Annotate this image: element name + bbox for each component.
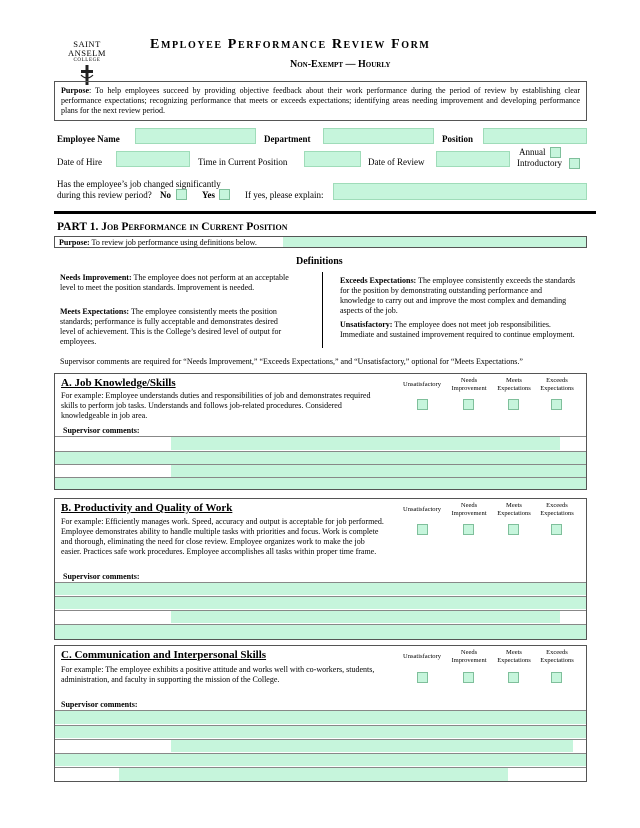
def-exceeds-label: Exceeds Expectations: — [340, 276, 417, 285]
rating-header-meets-a — [491, 377, 537, 393]
logo-line2: ANSELM — [68, 48, 106, 58]
rating-header-needs-b — [446, 502, 492, 518]
section-b-comment-line3[interactable] — [171, 611, 560, 623]
rating-header-unsat-a: Unsatisfactory — [403, 381, 441, 388]
rating-needs-line1: Needs — [460, 377, 478, 384]
purpose-box — [54, 81, 587, 121]
logo-line3: COLLEGE — [73, 58, 101, 63]
date-of-hire-label: Date of Hire — [57, 157, 102, 167]
rating-header-unsat-b: Unsatisfactory — [403, 506, 441, 513]
section-b-comment-line4[interactable] — [55, 625, 586, 639]
part1-purpose-text: To review job performance using definitions below. — [89, 238, 257, 247]
section-b-needs-checkbox[interactable] — [463, 524, 474, 535]
no-label: No — [159, 190, 171, 200]
rating-header-meets-c — [491, 649, 537, 665]
date-of-review-field[interactable] — [436, 151, 510, 167]
section-c-title: C. Communication and Interpersonal Skills — [61, 649, 267, 661]
section-a-needs-checkbox[interactable] — [463, 399, 474, 410]
section-c-comment-line3[interactable] — [171, 740, 573, 752]
section-c-comment-line4[interactable] — [55, 754, 586, 766]
section-a-title: A. Job Knowledge/Skills — [61, 377, 176, 389]
def-meets — [60, 307, 292, 347]
definitions-heading: Definitions — [296, 256, 343, 267]
rating-header-exceeds-b — [534, 502, 580, 518]
def-needs-improvement-text: The employee does not perform at an acceptable level to meet the position standards. Improvement is needed. — [60, 273, 289, 292]
section-c-comments-label: Supervisor comments: — [61, 700, 138, 709]
part1-purpose-field[interactable] — [283, 237, 586, 247]
rating-header-needs-c — [446, 649, 492, 665]
annual-checkbox[interactable] — [550, 147, 561, 158]
def-exceeds — [340, 276, 576, 316]
part1-title: PART 1. Job Performance in Current Position — [57, 221, 288, 233]
job-changed-line1: Has the employee’s job changed significantly — [57, 179, 221, 189]
section-a-exceeds-checkbox[interactable] — [551, 399, 562, 410]
logo-line1: SAINT — [73, 39, 101, 49]
rating-meets-line2: Expectations — [497, 510, 531, 517]
section-c-text: For example: The employee exhibits a positive attitude and works well with co-workers, students, administration, and faculty in supporting the mission of the College. — [61, 665, 375, 684]
rating-header-exceeds-c — [534, 649, 580, 665]
section-c — [54, 645, 587, 782]
time-in-position-label: Time in Current Position — [198, 157, 288, 167]
department-label: Department — [264, 134, 311, 144]
def-meets-label: Meets Expectations: — [60, 307, 130, 316]
section-b-unsat-checkbox[interactable] — [417, 524, 428, 535]
section-c-comment-line1[interactable] — [55, 711, 586, 724]
section-c-meets-checkbox[interactable] — [508, 672, 519, 683]
section-b-meets-checkbox[interactable] — [508, 524, 519, 535]
rating-meets-line2: Expectations — [497, 385, 531, 392]
time-in-position-field[interactable] — [304, 151, 361, 167]
section-b-title: B. Productivity and Quality of Work — [61, 502, 233, 514]
rating-header-exceeds-a — [534, 377, 580, 393]
yes-label: Yes — [202, 190, 215, 200]
thick-divider — [54, 211, 596, 214]
rating-exceeds-line1: Exceeds — [546, 377, 568, 384]
no-checkbox[interactable] — [176, 189, 187, 200]
supervisor-note: Supervisor comments are required for “Needs Improvement,” “Exceeds Expectations,” and “Unsatisfactory,” optional for “Meets Expectations.” — [60, 357, 523, 366]
rating-needs-line2: Improvement — [451, 510, 487, 517]
section-b-comment-line1[interactable] — [55, 583, 586, 595]
department-field[interactable] — [323, 128, 434, 144]
section-b-comment-line2[interactable] — [55, 597, 586, 609]
position-label: Position — [442, 134, 474, 144]
rating-exceeds-line2: Expectations — [540, 510, 574, 517]
employee-name-label: Employee Name — [57, 134, 120, 144]
rating-header-unsat-c: Unsatisfactory — [403, 653, 441, 660]
def-needs-improvement-label: Needs Improvement: — [60, 273, 132, 282]
rating-needs-line2: Improvement — [451, 385, 487, 392]
rating-needs-line1: Needs — [460, 649, 478, 656]
introductory-label: Introductory — [517, 158, 562, 168]
rating-exceeds-line1: Exceeds — [546, 502, 568, 509]
definitions-divider — [322, 272, 323, 348]
rating-header-meets-b — [491, 502, 537, 518]
rating-exceeds-line1: Exceeds — [546, 649, 568, 656]
def-unsatisfactory-label: Unsatisfactory: — [340, 320, 393, 329]
yes-checkbox[interactable] — [219, 189, 230, 200]
college-logo — [62, 40, 112, 85]
rating-exceeds-line2: Expectations — [540, 657, 574, 664]
introductory-checkbox[interactable] — [569, 158, 580, 169]
section-a-comment-line2[interactable] — [55, 452, 586, 464]
explain-field[interactable] — [333, 183, 587, 200]
explain-label: If yes, please explain: — [245, 190, 324, 200]
def-exceeds-text: The employee consistently exceeds the standards for the position by demonstrating outstanding performance and knowledge to carry out and improve the most complex and demanding aspects of the job. — [340, 276, 576, 315]
def-needs-improvement — [60, 273, 292, 293]
rating-meets-line1: Meets — [506, 502, 522, 509]
rating-header-needs-a — [446, 377, 492, 393]
section-a-comment-line3[interactable] — [171, 465, 586, 477]
date-of-review-label: Date of Review — [368, 157, 425, 167]
job-changed-line2 — [57, 190, 171, 201]
purpose-text: : To help employees succeed by providing objective feedback about their work performance during the period of review by establishing clear performance expectations; recognizing performance that meets or exceeds expectations; identifying areas needing improvement and developing performance plans for the next review period. — [61, 86, 580, 115]
section-b-exceeds-checkbox[interactable] — [551, 524, 562, 535]
date-of-hire-field[interactable] — [116, 151, 190, 167]
section-b — [54, 498, 587, 640]
section-a-comment-line4[interactable] — [55, 478, 586, 489]
section-c-exceeds-checkbox[interactable] — [551, 672, 562, 683]
section-c-needs-checkbox[interactable] — [463, 672, 474, 683]
form-subtitle: Non-Exempt — Hourly — [290, 59, 391, 70]
part1-purpose-label: Purpose: — [59, 238, 90, 247]
purpose-label: Purpose — [61, 86, 89, 95]
section-a-text: For example: Employee understands duties and responsibilities of job and demonstrates required skills to perform job tasks. Understands and follows job-related procedures. Considered knowledgeable in job area. — [61, 391, 371, 420]
section-c-comment-line5[interactable] — [119, 768, 508, 781]
employee-name-field[interactable] — [135, 128, 256, 144]
section-c-unsat-checkbox[interactable] — [417, 672, 428, 683]
position-field[interactable] — [483, 128, 587, 144]
def-unsatisfactory-text: The employee does not meet job responsibilities. Immediate and sustained improvement required to continue employment. — [340, 320, 575, 339]
rating-meets-line1: Meets — [506, 377, 522, 384]
def-unsatisfactory — [340, 320, 576, 340]
rating-meets-line1: Meets — [506, 649, 522, 656]
section-b-text: For example: Efficiently manages work. Speed, accuracy and output is acceptable for job performed. Employee demonstrates ability to handle multiple tasks with priorities and focus. Work is complete and thorough, eliminating the need for close review. Employee organizes work to make the job easier. Practices safe work procedures. Employee accomplishes all tasks within proper time frame. — [61, 517, 384, 556]
section-b-comments-label: Supervisor comments: — [63, 572, 140, 581]
section-a-meets-checkbox[interactable] — [508, 399, 519, 410]
rating-exceeds-line2: Expectations — [540, 385, 574, 392]
job-changed-question: during this review period? — [57, 190, 152, 200]
section-a-comment-line1[interactable] — [171, 437, 560, 450]
def-meets-text: The employee consistently meets the position standards; performance is fully acceptable and demonstrates desired level of achievement. This is the College’s desired level of output for employees. — [60, 307, 282, 346]
rating-needs-line2: Improvement — [451, 657, 487, 664]
form-title: Employee Performance Review Form — [150, 37, 431, 52]
section-a-unsat-checkbox[interactable] — [417, 399, 428, 410]
rating-needs-line1: Needs — [460, 502, 478, 509]
annual-label: Annual — [519, 147, 546, 157]
section-a-comments-label: Supervisor comments: — [63, 426, 140, 435]
rating-meets-line2: Expectations — [497, 657, 531, 664]
section-c-comment-line2[interactable] — [55, 726, 586, 738]
